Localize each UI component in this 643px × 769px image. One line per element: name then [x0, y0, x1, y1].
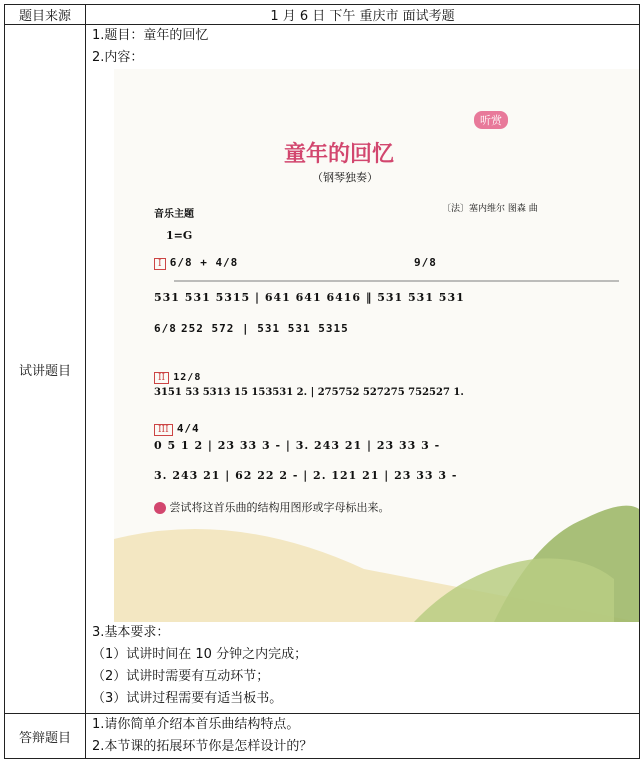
instruction-icon: [154, 502, 166, 514]
requirement-2: （2）试讲时需要有互动环节；: [92, 669, 270, 684]
nine-eight-marker: [414, 255, 437, 270]
section-one-mark: I: [154, 258, 166, 270]
score-row-1: 531 531 5315 | 641 641 6416 ‖ 531 531 531: [154, 291, 465, 304]
time-signature-four: 9/8: [414, 256, 437, 269]
requirements-title: 3.基本要求：: [92, 625, 170, 640]
source-value: 1 月 6 日 下午 重庆市 面试考题: [86, 5, 640, 25]
score-subtitle: （钢琴独奏）: [312, 171, 378, 184]
time-signature-two: 12/8: [173, 372, 202, 383]
section-two: [154, 369, 201, 384]
listen-badge: 听赏: [474, 111, 508, 129]
section-one: [154, 255, 238, 270]
defense-question-1: 1.请你简单介绍本首乐曲结构特点。: [92, 717, 300, 732]
defense-content: [86, 714, 640, 759]
time-signature-one: 6/8 + 4/8: [169, 256, 239, 269]
score-row-5: 3. 243 21 | 62 22 2 - | 2. 121 21 | 23 33 3 -: [154, 469, 458, 482]
score-row-3: 3151 53 5313 15 153531 2. | 275752 527275 752527 1.: [154, 387, 464, 398]
lecture-row: [5, 25, 640, 714]
lecture-topic: 1.题目：童年的回忆: [92, 28, 209, 43]
score-image: [114, 69, 639, 622]
score-title: 童年的回忆: [284, 141, 395, 167]
score-row-2-wrap: [154, 321, 349, 336]
section-two-mark: II: [154, 372, 169, 384]
requirement-1: （1）试讲时间在 10 分钟之内完成；: [92, 647, 308, 662]
time-signature-three: 4/4: [176, 422, 200, 435]
theme-label: 音乐主题: [154, 209, 194, 220]
time-signature-five: 6/8: [154, 322, 177, 335]
defense-question-2: 2.本节课的拓展环节你是怎样设计的？: [92, 739, 313, 754]
requirement-3: （3）试讲过程需要有适当板书。: [92, 691, 283, 706]
lecture-content: [86, 25, 640, 714]
composer: 〔法〕塞内维尔 图森 曲: [442, 204, 538, 214]
header-row: [5, 5, 640, 25]
defense-row: [5, 714, 640, 759]
score-row-4: 0 5 1 2 | 23 33 3 - | 3. 243 21 | 23 33 3 -: [154, 439, 441, 452]
source-label: 题目来源: [5, 5, 86, 25]
lecture-label: 试讲题目: [5, 25, 86, 714]
section-three: [154, 421, 200, 436]
section-three-mark: III: [154, 424, 173, 436]
exam-table: [4, 4, 640, 759]
defense-label: 答辩题目: [5, 714, 86, 759]
key-signature: 1=G: [166, 229, 193, 242]
content-label: 2.内容：: [92, 50, 144, 65]
instruction-text: 尝试将这首乐曲的结构用图形或字母标出来。: [169, 501, 390, 514]
score-row-2: 252 572 | 531 531 5315: [181, 322, 349, 335]
instruction-line: [154, 499, 390, 515]
